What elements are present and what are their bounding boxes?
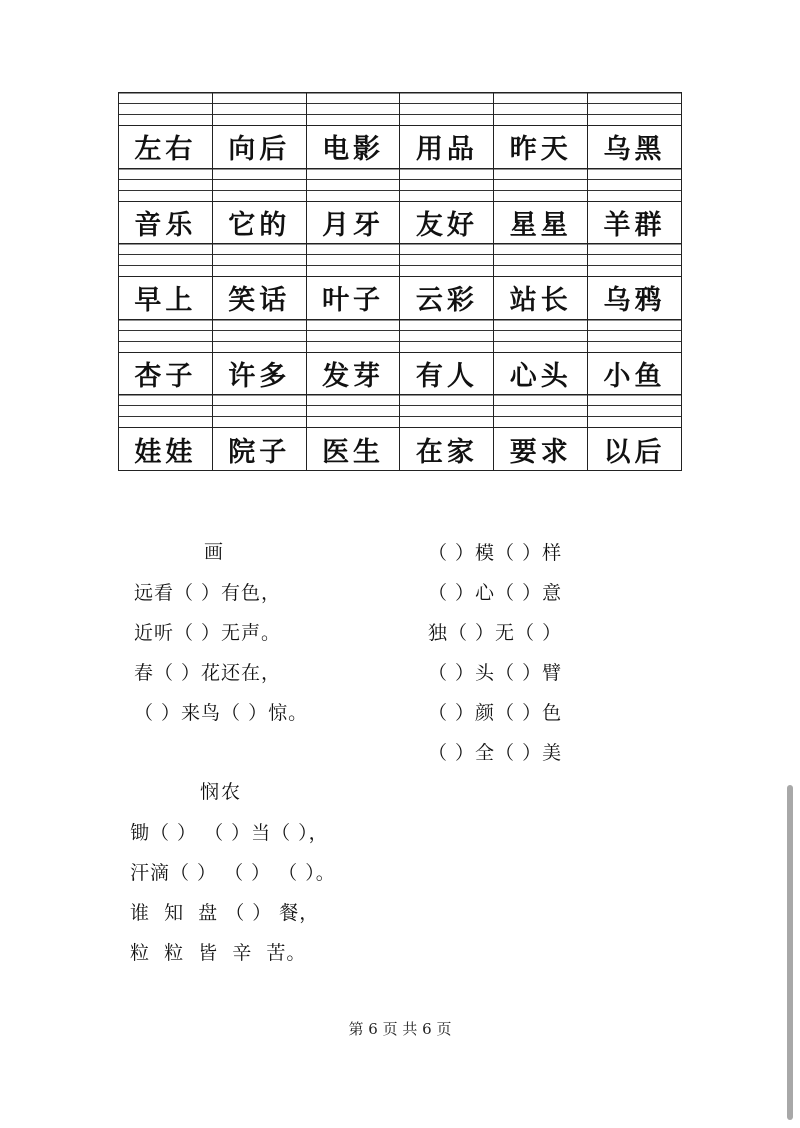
pinyin-band <box>119 319 681 353</box>
pinyin-cell[interactable] <box>307 92 401 126</box>
word-cell: 娃娃 <box>119 428 213 470</box>
word-cell: 星星 <box>494 202 588 244</box>
pinyin-cell[interactable] <box>307 319 401 353</box>
word-cell: 在家 <box>400 428 494 470</box>
page-number: 第 6 页 共 6 页 <box>348 1020 452 1038</box>
word-cell: 医生 <box>307 428 401 470</box>
pinyin-cell[interactable] <box>400 168 494 202</box>
pinyin-cell[interactable] <box>119 168 213 202</box>
poem-line: 锄（ ） （ ）当（ ）， <box>130 822 329 844</box>
word-cell: 它的 <box>213 202 307 244</box>
pinyin-cell[interactable] <box>588 92 681 126</box>
word-cell: 许多 <box>213 353 307 395</box>
word-cell: 羊群 <box>603 209 666 241</box>
idiom-line: （ ）心（ ）意 <box>428 582 563 604</box>
idiom-line: （ ）头（ ）臂 <box>428 662 563 684</box>
pinyin-cell[interactable] <box>213 168 307 202</box>
idiom-line: （ ）颜（ ）色 <box>428 702 563 724</box>
poem-line: 汗滴（ ） （ ） （ ）。 <box>130 862 336 884</box>
pinyin-cell[interactable] <box>494 243 588 277</box>
pinyin-cell[interactable] <box>588 243 681 277</box>
pinyin-cell[interactable] <box>119 92 213 126</box>
word-cell: 云彩 <box>400 277 494 319</box>
pinyin-cell[interactable] <box>494 92 588 126</box>
word-cell: 发芽 <box>307 353 401 395</box>
word-cell: 月牙 <box>307 202 401 244</box>
pinyin-band <box>119 394 681 428</box>
pinyin-cell[interactable] <box>494 394 588 428</box>
pinyin-cell[interactable] <box>119 394 213 428</box>
word-cell: 以后 <box>603 436 666 468</box>
word-cell: 有人 <box>400 353 494 395</box>
word-cell: 心头 <box>494 353 588 395</box>
pinyin-cell[interactable] <box>119 319 213 353</box>
poem-line: 粒 粒 皆 辛 苦。 <box>130 942 307 964</box>
table-row <box>119 319 681 395</box>
table-row <box>119 168 681 244</box>
pinyin-cell[interactable] <box>494 319 588 353</box>
word-cell: 笑话 <box>213 277 307 319</box>
word-cell: 向后 <box>213 126 307 168</box>
poem-line: 近听（ ）无声。 <box>134 622 282 644</box>
pinyin-cell[interactable] <box>213 394 307 428</box>
poem-line: 远看（ ）有色， <box>134 582 282 604</box>
pinyin-band <box>119 168 681 202</box>
word-band <box>119 353 681 395</box>
word-cell: 乌鸦 <box>603 285 666 317</box>
idiom-line: 独（ ）无（ ） <box>428 622 563 644</box>
pinyin-cell[interactable] <box>213 92 307 126</box>
word-cell: 早上 <box>119 277 213 319</box>
pinyin-cell[interactable] <box>307 394 401 428</box>
pinyin-cell[interactable] <box>400 319 494 353</box>
word-band <box>119 277 681 319</box>
pinyin-cell[interactable] <box>307 168 401 202</box>
word-cell: 昨天 <box>494 126 588 168</box>
pinyin-cell[interactable] <box>307 243 401 277</box>
pinyin-band <box>119 243 681 277</box>
poem-title-hua: 画 <box>204 541 226 563</box>
pinyin-cell[interactable] <box>588 319 681 353</box>
pinyin-cell[interactable] <box>400 243 494 277</box>
word-cell: 站长 <box>494 277 588 319</box>
word-cell: 友好 <box>400 202 494 244</box>
table-row <box>119 92 681 168</box>
word-cell: 小鱼 <box>603 361 666 393</box>
idiom-line: （ ）全（ ）美 <box>428 742 563 764</box>
word-cell: 叶子 <box>307 277 401 319</box>
pinyin-cell[interactable] <box>400 394 494 428</box>
pinyin-cell[interactable] <box>494 168 588 202</box>
word-cell: 院子 <box>213 428 307 470</box>
pinyin-cell[interactable] <box>213 319 307 353</box>
pinyin-band <box>119 92 681 126</box>
scrollbar-thumb[interactable] <box>787 785 793 1120</box>
table-row <box>119 243 681 319</box>
word-band <box>119 202 681 244</box>
word-band <box>119 126 681 168</box>
idiom-line: （ ）模（ ）样 <box>428 542 563 564</box>
pinyin-cell[interactable] <box>588 394 681 428</box>
table-row <box>119 394 681 470</box>
word-cell: 乌黑 <box>603 134 666 166</box>
word-cell: 用品 <box>400 126 494 168</box>
word-band <box>119 428 681 470</box>
pinyin-cell[interactable] <box>119 243 213 277</box>
word-cell: 音乐 <box>119 202 213 244</box>
pinyin-cell[interactable] <box>588 168 681 202</box>
poem-line: 谁 知 盘 （ ） 餐， <box>130 902 320 924</box>
pinyin-word-table <box>118 92 682 471</box>
word-cell: 要求 <box>494 428 588 470</box>
pinyin-cell[interactable] <box>213 243 307 277</box>
poem-title-minnong: 悯农 <box>200 781 243 803</box>
poem-line: （ ）来鸟（ ）惊。 <box>134 702 309 724</box>
pinyin-cell[interactable] <box>400 92 494 126</box>
word-cell: 杏子 <box>119 353 213 395</box>
poem-line: 春（ ）花还在， <box>134 662 282 684</box>
word-cell: 左右 <box>119 126 213 168</box>
word-cell: 电影 <box>307 126 401 168</box>
